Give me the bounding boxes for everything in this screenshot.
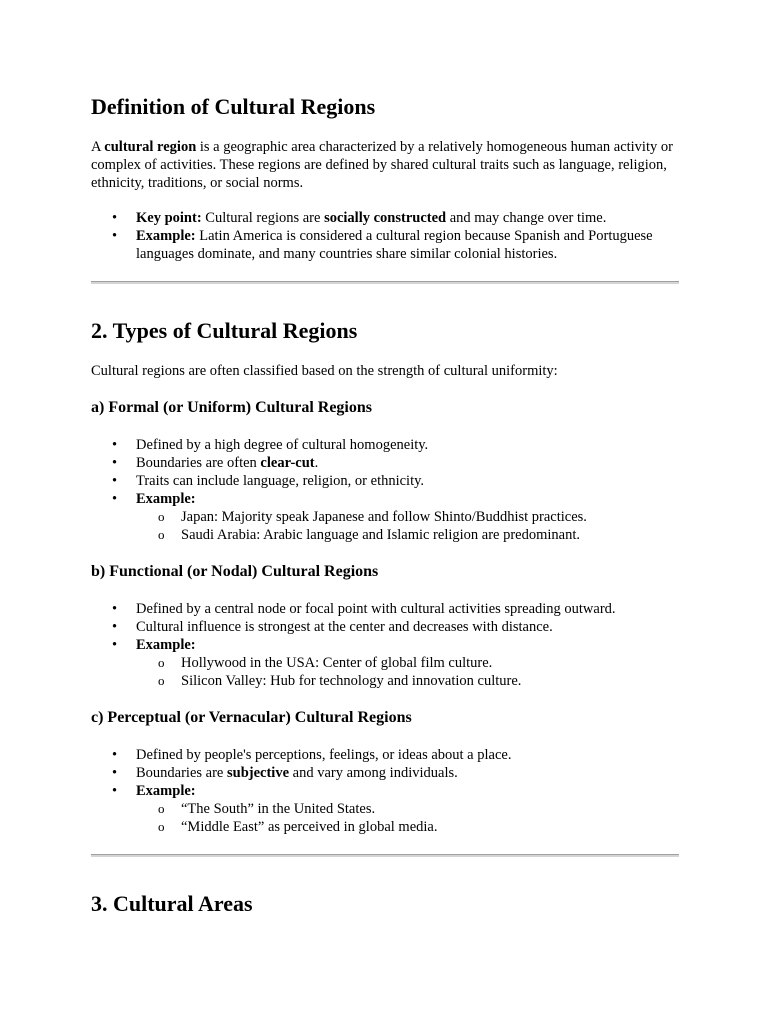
key-point-text-a: Cultural regions are [201,210,325,226]
list-item-text: Cultural influence is strongest at the center and decreases with distance. [136,619,553,635]
list-item-term: clear-cut [260,455,315,471]
section-1-list [91,209,679,263]
sublist-item-text: “Middle East” as perceived in global media. [181,819,438,835]
list-item-key-point [91,209,679,227]
list-item-text: Boundaries are often [136,455,261,471]
section-divider [91,281,679,284]
list-item [91,472,679,490]
list-item-text: and vary among individuals. [289,765,458,781]
sublist-item-text: Japan: Majority speak Japanese and follow Shinto/Buddhist practices. [181,509,587,525]
sub-bullet-icon: o [158,673,165,688]
list-item [91,436,679,454]
sublist-item [136,508,679,526]
sublist-item [136,818,679,836]
bullet-icon: • [112,601,118,617]
perceptual-regions-list [91,746,679,836]
sub-bullet-icon: o [158,819,165,834]
bullet-icon: • [112,619,118,635]
sub-bullet-icon: o [158,527,165,542]
bullet-icon: • [112,210,118,226]
example-label: Example: [136,637,196,653]
list-item-text: Traits can include language, religion, or ethnicity. [136,473,425,489]
list-item-example [91,227,679,263]
list-item [91,764,679,782]
sub-bullet-icon: o [158,509,165,524]
functional-regions-list [91,600,679,690]
sublist-item [136,654,679,672]
intro-term: cultural region [104,139,197,155]
section-2-intro: Cultural regions are often classified based on the strength of cultural uniformity: [91,363,558,379]
bullet-icon: • [112,765,118,781]
bullet-icon: • [112,228,118,244]
sub-bullet-icon: o [158,655,165,670]
list-item-text: Boundaries are [136,765,227,781]
list-item [91,746,679,764]
intro-text-c: is a geographic area characterized by a relatively homogeneous human activity or complex of activities. These regions are defined by shared cultural traits such as language, religion, ethnicity, traditions, or social norms. [91,139,673,191]
section-divider [91,854,679,857]
functional-regions-heading: b) Functional (or Nodal) Cultural Regions [91,563,379,580]
section-2-title: 2. Types of Cultural Regions [91,318,358,343]
sublist-item-text: Saudi Arabia: Arabic language and Islamic religion are predominant. [181,527,581,543]
list-item [91,600,679,618]
sublist-item-text: Silicon Valley: Hub for technology and innovation culture. [181,673,522,689]
sublist-item [136,672,679,690]
list-item-text: Defined by a central node or focal point with cultural activities spreading outward. [136,601,616,617]
bullet-icon: • [112,783,118,799]
bullet-icon: • [112,455,118,471]
key-point-text-c: and may change over time. [446,210,607,226]
formal-regions-heading: a) Formal (or Uniform) Cultural Regions [91,399,372,416]
bullet-icon: • [112,473,118,489]
list-item-text: Defined by people's perceptions, feelings, or ideas about a place. [136,747,512,763]
key-point-term: socially constructed [324,210,447,226]
sub-bullet-icon: o [158,801,165,816]
list-item-example [91,490,679,544]
bullet-icon: • [112,637,118,653]
formal-regions-list [91,436,679,544]
example-sublist [136,508,679,544]
list-item-example [91,636,679,690]
list-item [91,618,679,636]
bullet-icon: • [112,437,118,453]
sublist-item-text: Hollywood in the USA: Center of global film culture. [181,655,493,671]
example-text: Latin America is considered a cultural region because Spanish and Portuguese languages dominate, and many countries share similar colonial histories. [136,228,653,262]
example-label: Example: [136,783,196,799]
sublist-item [136,800,679,818]
intro-text-a: A [91,139,105,155]
example-sublist [136,800,679,836]
list-item-term: subjective [227,765,290,781]
section-3-title: 3. Cultural Areas [91,891,253,916]
sublist-item-text: “The South” in the United States. [181,801,376,817]
list-item-text: Defined by a high degree of cultural homogeneity. [136,437,429,453]
key-point-label: Key point: [136,210,202,226]
list-item-text: . [314,455,319,471]
section-1-title: Definition of Cultural Regions [91,94,376,119]
list-item [91,454,679,472]
list-item-example [91,782,679,836]
example-sublist [136,654,679,690]
example-label: Example: [136,228,196,244]
bullet-icon: • [112,747,118,763]
sublist-item [136,526,679,544]
bullet-icon: • [112,491,118,507]
example-label: Example: [136,491,196,507]
perceptual-regions-heading: c) Perceptual (or Vernacular) Cultural Regions [91,709,412,726]
section-1-intro [91,138,679,192]
